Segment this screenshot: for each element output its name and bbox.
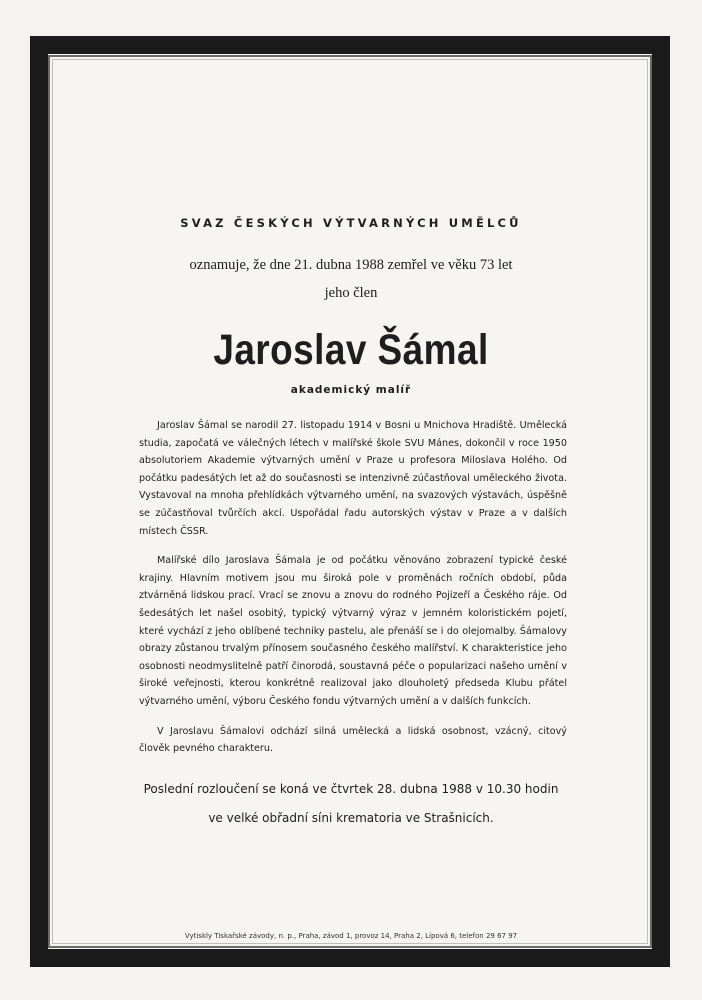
organization-name: SVAZ ČESKÝCH VÝTVARNÝCH UMĚLCŮ [180,216,522,230]
biography [139,417,567,770]
farewell-location: ve velké obřadní síni krematoria ve Strašnicích. [208,811,494,825]
biography-paragraph-3: V Jaroslavu Šámalovi odchází silná umělecká a lidská osobnost, vzácný, citový člověk pevného charakteru. [139,725,567,755]
farewell-datetime: Poslední rozloučení se koná ve čtvrtek 28. dubna 1988 v 10.30 hodin [143,782,559,796]
biography-paragraph-2: Malířské dílo Jaroslava Šámala je od počátku věnováno zobrazení typické české krajiny. Hlavním motivem jsou mu široká pole v proměnách ročních období, půda ztvárněná lidskou prací. Vrací se znovu a znovu do rodného Pojizeří a Českého ráje. Od šedesátých let našel osobitý, typický výtvarný výraz v jemném koloristickém pojetí, které vychází z jeho oblíbené techniky pastelu, ale přenáší se i do olejomalby. Šámalovy obrazy zůstanou trvalým přínosem současného českého malířství. K charakteristice jeho osobnosti neodmyslitelně patří činorodá, soustavná péče o popularizaci našeho umění v široké veřejnosti, kterou konkrétně realizoval jako dlouholetý předseda Klubu přátel výtvarného umění, výboru Českého fondu výtvarných umění a v dalších funkcích. [139,555,567,707]
biography-paragraph-1: Jaroslav Šámal se narodil 27. listopadu 1914 v Bosni u Mnichova Hradiště. Umělecká studia, započatá ve válečných létech v malířské škole SVU Mánes, dokončil v roce 1950 absolutoriem Akademie výtvarných umění v Praze u profesora Miloslava Holého. Od počátku padesátých let až do současnosti se intenzivně zúčastňoval uměleckého života. Vystavoval na mnoha přehlídkách výtvarného umění, na svazových výstavách, úspěšně se zúčastňoval tvůrčích akcí. Uspořádal řadu autorských výstav v Praze a v dalších místech ČSSR. [139,420,567,537]
printer-imprint: Vytiskly Tiskařské závody, n. p., Praha, závod 1, provoz 14, Praha 2, Lípová 6, telefon 29 67 97 [184,932,518,940]
death-announcement: oznamuje, že dne 21. dubna 1988 zemřel ve věku 73 let [189,257,513,273]
deceased-title: akademický malíř [290,384,412,396]
member-line: jeho člen [324,285,378,301]
deceased-name: Jaroslav Šámal [213,326,489,374]
